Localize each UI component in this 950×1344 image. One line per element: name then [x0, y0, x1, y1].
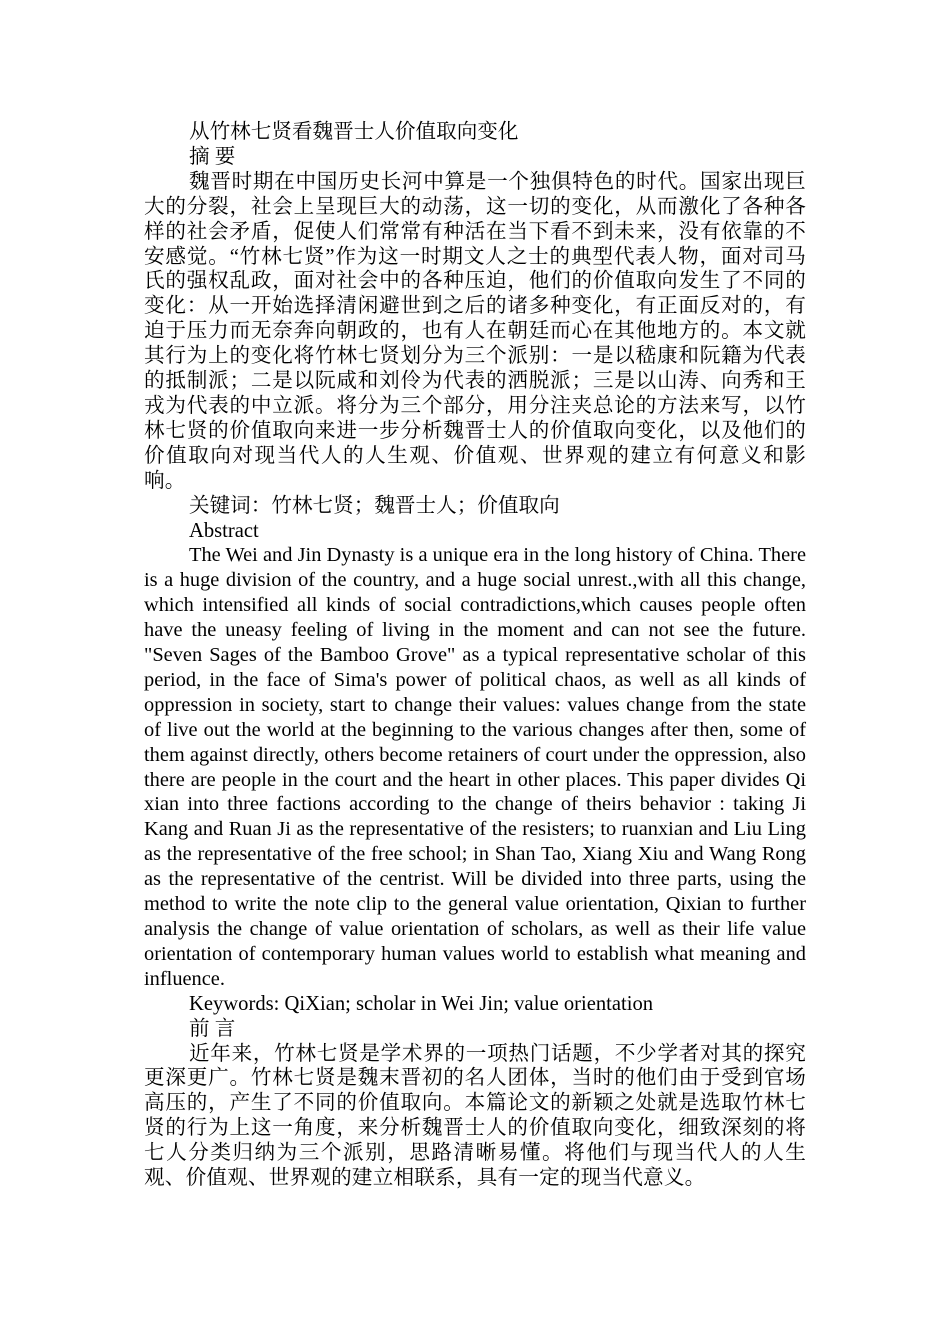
abstract-cn-body: 魏晋时期在中国历史长河中算是一个独俱特色的时代。国家出现巨大的分裂，社会上呈现巨大的动荡，这一切的变化，从而激化了各种各样的社会矛盾，促使人们常常有种活在当下看不到未来，没有依靠的不安感觉。“竹林七贤”作为这一时期文人之士的典型代表人物，面对司马氏的强权乱政，面对社会中的各种压迫，他们的价值取向发生了不同的变化：从一开始选择清闲避世到之后的诸多种变化，有正面反对的，有迫于压力而无奈奔向朝政的，也有人在朝廷而心在其他地方的。本文就其行为上的变化将竹林七贤划分为三个派别：一是以嵇康和阮籍为代表的抵制派；二是以阮咸和刘伶为代表的洒脱派；三是以山涛、向秀和王戎为代表的中立派。将分为三个部分，用分注夹总论的方法来写，以竹林七贤的价值取向来进一步分析魏晋士人的价值取向变化，以及他们的价值取向对现当代人的人生观、价值观、世界观的建立有何意义和影响。	[144, 170, 806, 492]
keywords-cn: 关键词：竹林七贤；魏晋士人；价值取向	[189, 494, 560, 517]
preface-heading: 前 言	[189, 1017, 236, 1040]
abstract-cn-heading: 摘 要	[189, 145, 236, 168]
document-page	[144, 120, 806, 1191]
abstract-en-heading: Abstract	[189, 519, 259, 542]
preface-body: 近年来，竹林七贤是学术界的一项热门话题，不少学者对其的探究更深更广。竹林七贤是魏末晋初的名人团体，当时的他们由于受到官场高压的，产生了不同的价值取向。本篇论文的新颖之处就是选取竹林七贤的行为上这一角度，来分析魏晋士人的价值取向变化，细致深刻的将七人分类归纳为三个派别，思路清晰易懂。将他们与现当代人的人生观、价值观、世界观的建立相联系，具有一定的现当代意义。	[144, 1042, 806, 1190]
document-title: 从竹林七贤看魏晋士人价值取向变化	[189, 121, 519, 143]
abstract-en-body: The Wei and Jin Dynasty is a unique era in the long history of China. There is a huge division of the country, and a huge social unrest.,with all this change, which intensified all kinds of social contradictions,which causes people often have the uneasy feeling of living in the moment and can not see the future. "Seven Sages of the Bamboo Grove" as a typical representative scholar of this period, in the face of Sima's power of political chaos, as well as all kinds of oppression in society, start to change their values: values change from the state of live out the world at the beginning to the various changes after then, some of them against directly, others become retainers of court under the oppression, also there are people in the court and the heart in other places. This paper divides Qi xian into three factions according to the change of theirs behavior : taking Ji Kang and Ruan Ji as the representative of the resisters; to ruanxian and Liu Ling as the representative of the free school; in Shan Tao, Xiang Xiu and Wang Rong as the representative of the centrist. Will be divided into three parts, using the method to write the note clip to the general value orientation, Qixian to further analysis the change of value orientation of scholars, as well as their life value orientation of contemporary human values world to establish what meaning and influence.	[144, 544, 806, 990]
keywords-en: Keywords: QiXian; scholar in Wei Jin; value orientation	[189, 992, 654, 1015]
